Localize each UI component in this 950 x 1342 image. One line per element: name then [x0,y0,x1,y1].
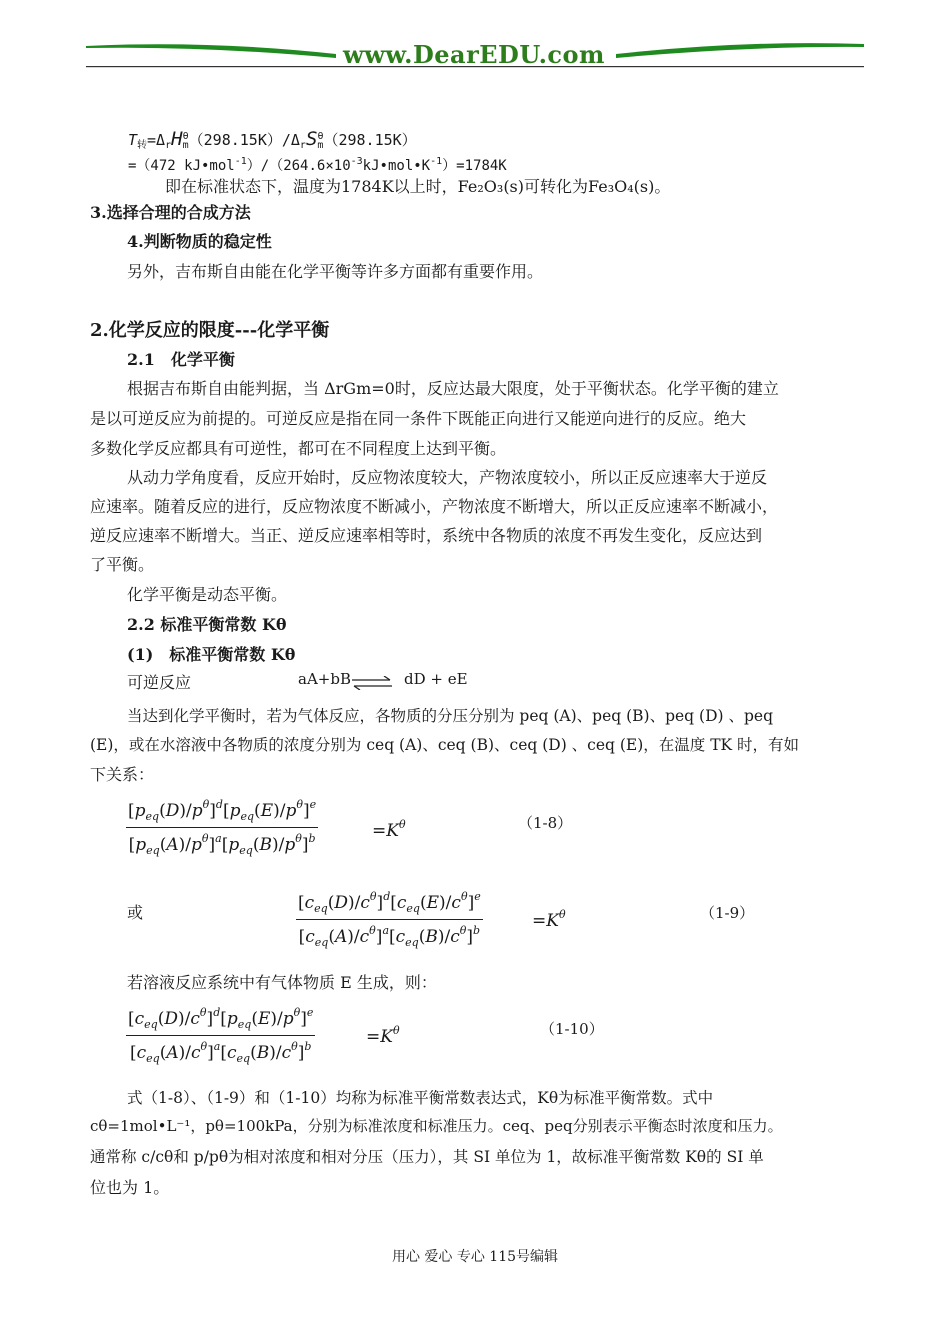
subsection-1-title: (1) 标准平衡常数 Kθ [127,645,296,664]
formula-t-transition: $T_转=\Delta_rH_m^\theta(298.15K)/\Delta_rS_m^\theta(298.15K)$ [128,128,417,151]
para-1-line-3: 多数化学反应都具有可逆性，都可在不同程度上达到平衡。 [90,439,507,458]
eq110-rhs: $=K^\theta$ [366,1024,400,1047]
para-4-line-1: 当达到化学平衡时，若为气体反应，各物质的分压分别为 peq (A)、peq (B)、peq (D) 、peq [127,707,773,725]
equation-1-9 [296,890,483,949]
para-2-line-2: 应速率。随着反应的进行，反应物浓度不断减小，产物浓度不断增大，所以正反应速率不断减小， [90,497,779,516]
para-4-line-3: 下关系： [90,765,155,784]
page-footer: 用心 爱心 专心 115号编辑 [391,1249,559,1265]
para-1-line-2: 是以可逆反应为前提的。可逆反应是指在同一条件下既能正向进行又能逆向进行的反应。绝大 [90,409,747,428]
eq19-denominator: $[c_{eq}(A)/c^\theta]^a[c_{eq}(B)/c^\theta]^b$ [298,924,481,949]
reaction-right: dD + eE [404,670,468,688]
paragraph-other: 另外，吉布斯自由能在化学平衡等许多方面都有重要作用。 [127,262,544,281]
para-1-line-1: 根据吉布斯自由能判据，当 ΔrGm=0时，反应达最大限度，处于平衡状态。化学平衡的建立 [127,379,779,398]
reaction-left: aA+bB [298,670,351,688]
para-6-line-3: 通常称 c/cθ和 p/pθ为相对浓度和相对分压（压力），其 SI 单位为 1，故标准平衡常数 Kθ的 SI 单 [90,1148,764,1166]
section-2-2-title: 2.2 标准平衡常数 Kθ [127,615,287,634]
para-3: 化学平衡是动态平衡。 [127,585,288,604]
heading-3: 3.选择合理的合成方法 [90,203,251,222]
para-6-line-4: 位也为 1。 [90,1178,170,1197]
para-5: 若溶液反应系统中有气体物质 E 生成，则： [127,973,437,992]
formula-value-line: =（472 $kJ•mol^{-1})/(264.6\times 10^{-3}kJ•mol•K^{-1})=1784K$ [128,156,507,174]
section-2-1-title: 2.1 化学平衡 [127,350,235,369]
para-4-line-2: (E)，或在水溶液中各物质的浓度分别为 ceq (A)、ceq (B)、ceq (D) 、ceq (E)，在温度 TK 时，有如 [90,736,800,754]
conclusion-line: 即在标准状态下，温度为1784K以上时，Fe₂O₃(s)可转化为Fe₃O₄(s)。 [165,177,671,196]
eq18-number: （1-8） [518,814,573,832]
eq18-numerator: $[p_{eq}(D)/p^\theta]^d[p_{eq}(E)/p^\theta]^e$ [128,798,317,823]
para-6-line-1: 式（1-8）、（1-9）和（1-10）均称为标准平衡常数表达式，Kθ为标准平衡常数。式中 [127,1089,714,1107]
heading-4: 4.判断物质的稳定性 [127,232,272,251]
eq19-number: （1-9） [700,904,755,922]
header-site-name: www.DearEDU.com [343,40,605,69]
para-2-line-4: 了平衡。 [90,555,155,574]
eq18-rhs: $=K^\theta$ [372,818,406,841]
equilibrium-arrow-icon [350,676,394,690]
eq18-denominator: $[p_{eq}(A)/p^\theta]^a[p_{eq}(B)/p^\theta]^b$ [128,832,316,857]
eq19-numerator: $[c_{eq}(D)/c^\theta]^d[c_{eq}(E)/c^\theta]^e$ [298,890,481,915]
eq19-rhs: $=K^\theta$ [532,908,566,931]
eq110-denominator: $[c_{eq}(A)/c^\theta]^a[c_{eq}(B)/c^\theta]^b$ [129,1040,312,1065]
eq110-number: （1-10） [540,1020,604,1038]
para-2-line-3: 逆反应速率不断增大。当正、逆反应速率相等时，系统中各物质的浓度不再发生变化，反应达到 [90,526,763,545]
para-6-line-2: cθ=1mol•L⁻¹，pθ=100kPa，分别为标准浓度和标准压力。ceq、peq分别表示平衡态时浓度和压力。 [90,1117,783,1135]
reversible-reaction-label: 可逆反应 [127,673,192,692]
page-header [86,28,864,70]
or-label: 或 [127,903,144,922]
equation-1-8 [126,798,318,857]
section-2-title: 2.化学反应的限度---化学平衡 [90,320,330,341]
equation-1-10 [126,1006,315,1065]
eq110-numerator: $[c_{eq}(D)/c^\theta]^d[p_{eq}(E)/p^\theta]^e$ [128,1006,314,1031]
para-2-line-1: 从动力学角度看，反应开始时，反应物浓度较大，产物浓度较小，所以正反应速率大于逆反 [127,468,768,487]
